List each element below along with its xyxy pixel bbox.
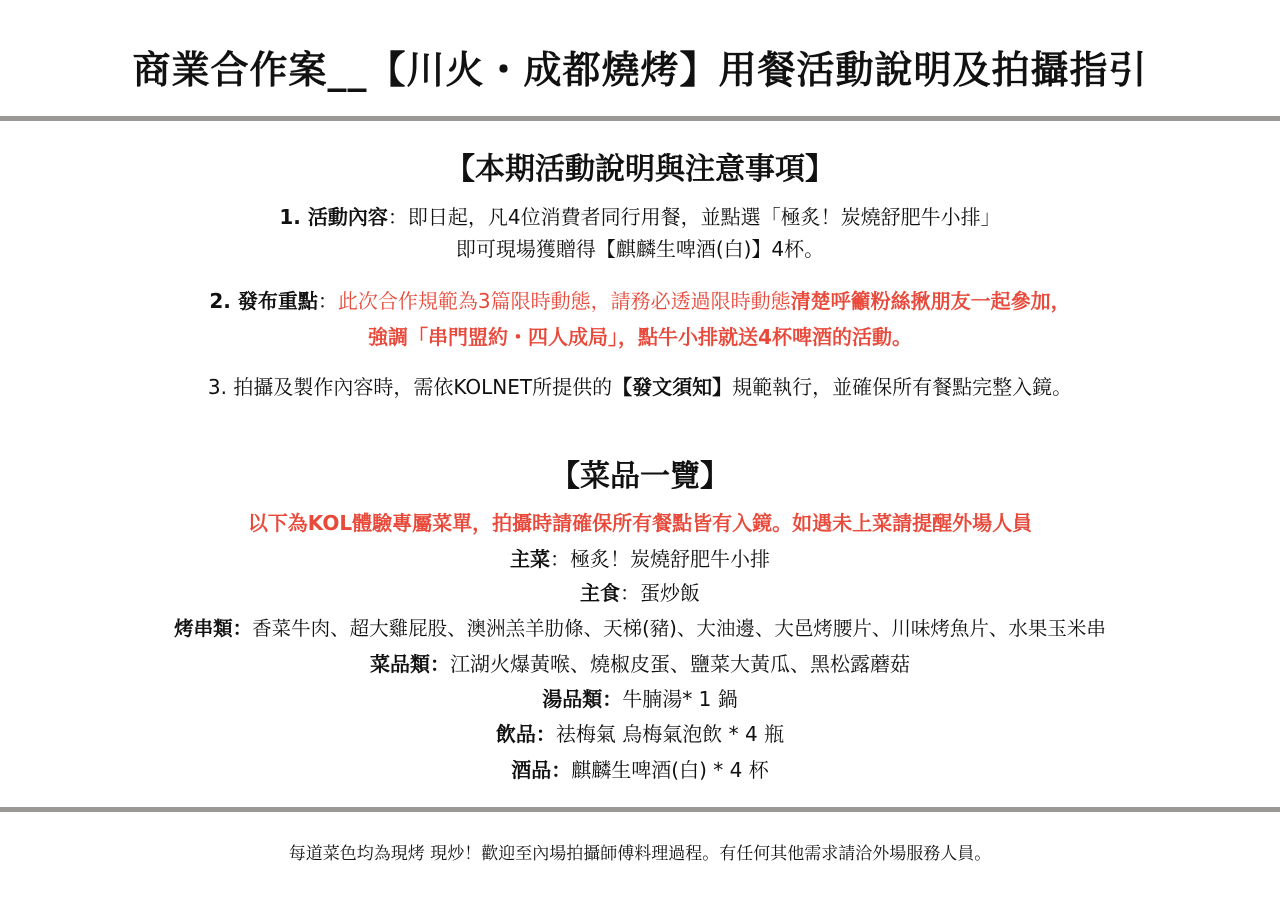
menu-item-value: ：蛋炒飯 xyxy=(620,581,700,605)
activity-item-1-text: ：即日起，凡4位消費者同行用餐，並點選「極炙！炭燒舒肥牛小排」 xyxy=(387,205,1001,229)
top-divider xyxy=(0,116,1280,121)
activity-item-2-line-2: 強調「串門盟約・四人成局」，點牛小排就送4杯啤酒的活動。 xyxy=(368,325,912,349)
menu-heading: 【菜品一覽】 xyxy=(550,459,730,494)
menu-item-alcohol xyxy=(0,755,1280,785)
menu-item-dishes xyxy=(0,649,1280,679)
page-title: 商業合作案__【川火・成都燒烤】用餐活動說明及拍攝指引 xyxy=(132,48,1148,92)
menu-item-drinks xyxy=(0,719,1280,749)
menu-item-main xyxy=(0,544,1280,574)
bottom-divider xyxy=(0,807,1280,812)
activity-item-1-label: 1. 活動內容 xyxy=(279,205,388,229)
activity-item-3-text-a: 3. 拍攝及製作內容時，需依KOLNET所提供的 xyxy=(207,375,613,399)
menu-item-value: 麒麟生啤酒(白) * 4 杯 xyxy=(571,758,769,782)
menu-item-label: 湯品類： xyxy=(542,687,623,711)
activity-item-2-highlight: 清楚呼籲粉絲揪朋友一起參加， xyxy=(790,289,1071,313)
menu-item-value: 香菜牛肉、超大雞屁股、澳洲羔羊肋條、天梯(豬)、大油邊、大邑烤腰片、川味烤魚片、水果玉米串 xyxy=(252,617,1106,640)
activity-heading: 【本期活動說明與注意事項】 xyxy=(445,152,835,187)
footer-note: 每道菜色均為現烤 現炒！歡迎至內場拍攝師傅料理過程。有任何其他需求請洽外場服務人員。 xyxy=(288,844,992,864)
menu-notice: 以下為KOL體驗專屬菜單，拍攝時請確保所有餐點皆有入鏡。如遇未上菜請提醒外場人員 xyxy=(247,511,1033,535)
activity-item-3-highlight: 【發文須知】 xyxy=(612,375,733,399)
menu-item-value: 牛腩湯* 1 鍋 xyxy=(622,687,738,711)
activity-item-1-line-2: 即可現場獲贈得【麒麟生啤酒(白)】4杯。 xyxy=(455,237,825,261)
menu-item-label: 菜品類： xyxy=(370,652,450,676)
menu-item-skewers xyxy=(0,614,1280,644)
menu-item-soup xyxy=(0,684,1280,714)
menu-item-value: 江湖火爆黃喉、燒椒皮蛋、鹽菜大黃瓜、黑松露蘑菇 xyxy=(450,652,910,676)
activity-item-3-text-b: 規範執行，並確保所有餐點完整入鏡。 xyxy=(732,375,1073,399)
activity-item-2-text: 此次合作規範為3篇限時動態，請務必透過限時動態 xyxy=(337,289,791,313)
menu-item-staple xyxy=(0,578,1280,608)
activity-item-1-line-1 xyxy=(0,202,1280,232)
menu-item-label: 主菜 xyxy=(510,547,550,571)
activity-item-2-colon: ： xyxy=(317,289,338,313)
menu-item-label: 酒品： xyxy=(511,758,572,782)
menu-item-value: ：極炙！炭燒舒肥牛小排 xyxy=(550,547,770,571)
menu-item-value: 祛梅氣 烏梅氣泡飲 * 4 瓶 xyxy=(555,722,785,746)
menu-item-label: 飲品： xyxy=(495,722,556,746)
activity-item-2-label: 2. 發布重點 xyxy=(209,289,318,313)
menu-item-label: 主食 xyxy=(580,581,620,605)
activity-item-2-line-1 xyxy=(0,286,1280,316)
menu-item-label: 烤串類： xyxy=(174,617,253,640)
activity-item-3 xyxy=(0,372,1280,402)
